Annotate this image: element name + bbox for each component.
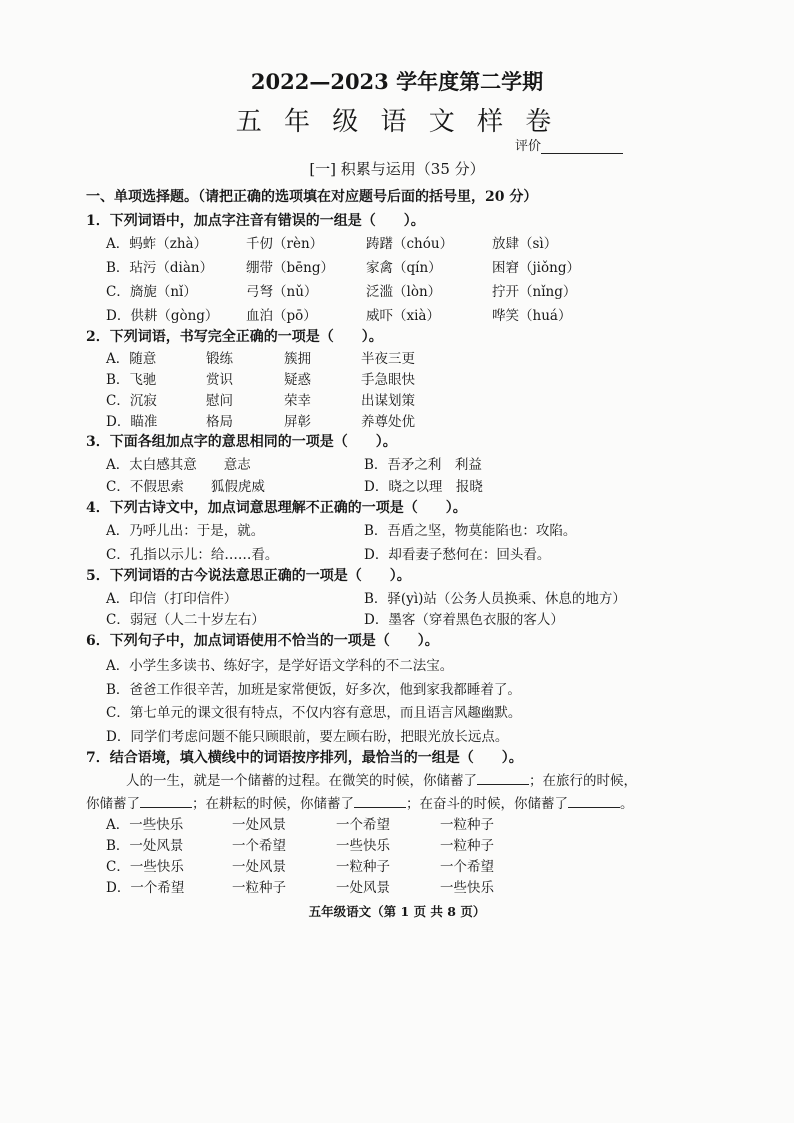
q2-option: A．随意 xyxy=(106,351,157,367)
q7-option: 一粒种子 xyxy=(232,880,286,896)
part-instruction: 一、单项选择题。（请把正确的选项填在对应题号后面的括号里，20 分） xyxy=(86,189,538,205)
q1-option: 千仞（rèn） xyxy=(246,236,324,252)
q7-blank-1[interactable] xyxy=(477,772,529,785)
q7-option: 一粒种子 xyxy=(440,817,494,833)
evaluation-label: 评价 xyxy=(515,139,542,154)
q5-option-a: A．印信（打印信件） xyxy=(106,591,238,607)
q1-option: 血泊（pō） xyxy=(246,308,317,324)
question-2-stem: 2．下列词语，书写完全正确的一项是（ ）。 xyxy=(86,329,383,345)
section-title: [一] 积累与运用（35 分） xyxy=(309,160,485,178)
q7-passage-line-1 xyxy=(126,769,637,789)
q2-option: 养尊处优 xyxy=(361,414,415,430)
q7-passage-line-2 xyxy=(86,792,634,812)
q6-option-d: D．同学们考虑问题不能只顾眼前，要左顾右盼，把眼光放长远点。 xyxy=(106,729,509,745)
q1-option: 泛滥（lòn） xyxy=(366,284,442,300)
q1-option: 放肆（sì） xyxy=(492,236,558,252)
q1-option: 家禽（qín） xyxy=(366,260,442,276)
q2-option: 慰问 xyxy=(206,393,233,409)
exam-term-title: 2022—2023 学年度第二学期 xyxy=(250,69,544,94)
q7-option: A．一些快乐 xyxy=(106,817,184,833)
q5-option-c: C．弱冠（人二十岁左右） xyxy=(106,612,265,628)
q1-option: 弓弩（nǔ） xyxy=(246,284,318,300)
q7-blank-3[interactable] xyxy=(354,795,406,808)
q4-option-b: B．吾盾之坚，物莫能陷也：攻陷。 xyxy=(364,523,577,539)
q2-option: B．飞驰 xyxy=(106,372,157,388)
q1-option: 威吓（xià） xyxy=(366,308,440,324)
question-5-stem: 5．下列词语的古今说法意思正确的一项是（ ）。 xyxy=(86,568,411,584)
q1-option: A．蚂蚱（zhà） xyxy=(106,236,208,252)
q7-option: C．一些快乐 xyxy=(106,859,184,875)
q7-passage-text: 你储蓄了 xyxy=(86,796,140,812)
q6-option-a: A．小学生多读书、练好字，是学好语文学科的不二法宝。 xyxy=(106,658,454,674)
q7-passage-text: ；在奋斗的时候，你储蓄了 xyxy=(406,796,568,812)
q5-option-b: B．驿(yì)站（公务人员换乘、休息的地方） xyxy=(364,591,626,607)
q2-option: 半夜三更 xyxy=(361,351,415,367)
evaluation-field xyxy=(515,135,623,154)
question-3-stem: 3．下面各组加点字的意思相同的一项是（ ）。 xyxy=(86,434,397,450)
q2-option: 格局 xyxy=(206,414,233,430)
q6-option-b: B．爸爸工作很辛苦，加班是家常便饭，好多次，他到家我都睡着了。 xyxy=(106,682,521,698)
q2-option: 疑惑 xyxy=(284,372,311,388)
q1-option: B．玷污（diàn） xyxy=(106,260,214,276)
q2-option: 赏识 xyxy=(206,372,233,388)
q2-option: 屏彰 xyxy=(284,414,311,430)
q3-option-c: C．不假思索 狐假虎威 xyxy=(106,479,265,495)
q1-option: D．供耕（gòng） xyxy=(106,308,219,324)
q1-option: 拧开（nǐng） xyxy=(492,284,577,300)
q1-option: C．旖旎（nǐ） xyxy=(106,284,197,300)
q4-option-a: A．乃呼儿出：于是，就。 xyxy=(106,523,265,539)
q7-passage-text: ；在耕耘的时候，你储蓄了 xyxy=(192,796,354,812)
q1-option: 绷带（bēng） xyxy=(246,260,334,276)
q7-option: 一个希望 xyxy=(336,817,390,833)
question-1-stem: 1．下列词语中，加点字注音有错误的一组是（ ）。 xyxy=(86,213,425,229)
q7-option: 一处风景 xyxy=(232,859,286,875)
q7-option: 一粒种子 xyxy=(336,859,390,875)
q2-option: D．瞄准 xyxy=(106,414,158,430)
page-footer: 五年级语文（第 1 页 共 8 页） xyxy=(308,904,486,919)
q7-option: 一个希望 xyxy=(232,838,286,854)
q3-option-a: A．太白感其意 意志 xyxy=(106,457,251,473)
q7-option: 一个希望 xyxy=(440,859,494,875)
q6-option-c: C．第七单元的课文很有特点，不仅内容有意思，而且语言风趣幽默。 xyxy=(106,705,522,721)
q3-option-b: B．吾矛之利 利益 xyxy=(364,457,482,473)
evaluation-blank[interactable] xyxy=(541,140,623,154)
q5-option-d: D．墨客（穿着黑色衣服的客人） xyxy=(364,612,564,628)
q7-option: B．一处风景 xyxy=(106,838,184,854)
q2-option: 荣幸 xyxy=(284,393,311,409)
q2-option: 手急眼快 xyxy=(361,372,415,388)
q7-passage-text: ；在旅行的时候， xyxy=(529,773,637,789)
q7-option: 一处风景 xyxy=(336,880,390,896)
q7-passage-text: 。 xyxy=(620,796,634,812)
q7-option: 一粒种子 xyxy=(440,838,494,854)
question-7-stem: 7．结合语境，填入横线中的词语按序排列，最恰当的一组是（ ）。 xyxy=(86,750,523,766)
q1-option: 哗笑（huá） xyxy=(492,308,572,324)
q2-option: 簇拥 xyxy=(284,351,311,367)
q3-option-d: D．晓之以理 报晓 xyxy=(364,479,483,495)
q7-blank-2[interactable] xyxy=(140,795,192,808)
q1-option: 踌躇（chóu） xyxy=(366,236,454,252)
q7-option: 一处风景 xyxy=(232,817,286,833)
question-4-stem: 4．下列古诗文中，加点词意思理解不正确的一项是（ ）。 xyxy=(86,500,467,516)
exam-title: 五 年 级 语 文 样 卷 xyxy=(235,107,559,137)
q4-option-c: C．孔指以示儿：给……看。 xyxy=(106,547,279,563)
q7-option: D．一个希望 xyxy=(106,880,185,896)
q2-option: C．沉寂 xyxy=(106,393,157,409)
q1-option: 困窘（jiǒng） xyxy=(492,260,580,276)
q7-passage-text: 人的一生，就是一个储蓄的过程。在微笑的时候，你储蓄了 xyxy=(126,773,477,789)
q7-option: 一些快乐 xyxy=(336,838,390,854)
q2-option: 锻练 xyxy=(206,351,233,367)
q4-option-d: D．却看妻子愁何在：回头看。 xyxy=(364,547,551,563)
q2-option: 出谋划策 xyxy=(361,393,415,409)
question-6-stem: 6．下列句子中，加点词语使用不恰当的一项是（ ）。 xyxy=(86,633,439,649)
q7-blank-4[interactable] xyxy=(568,795,620,808)
q7-option: 一些快乐 xyxy=(440,880,494,896)
